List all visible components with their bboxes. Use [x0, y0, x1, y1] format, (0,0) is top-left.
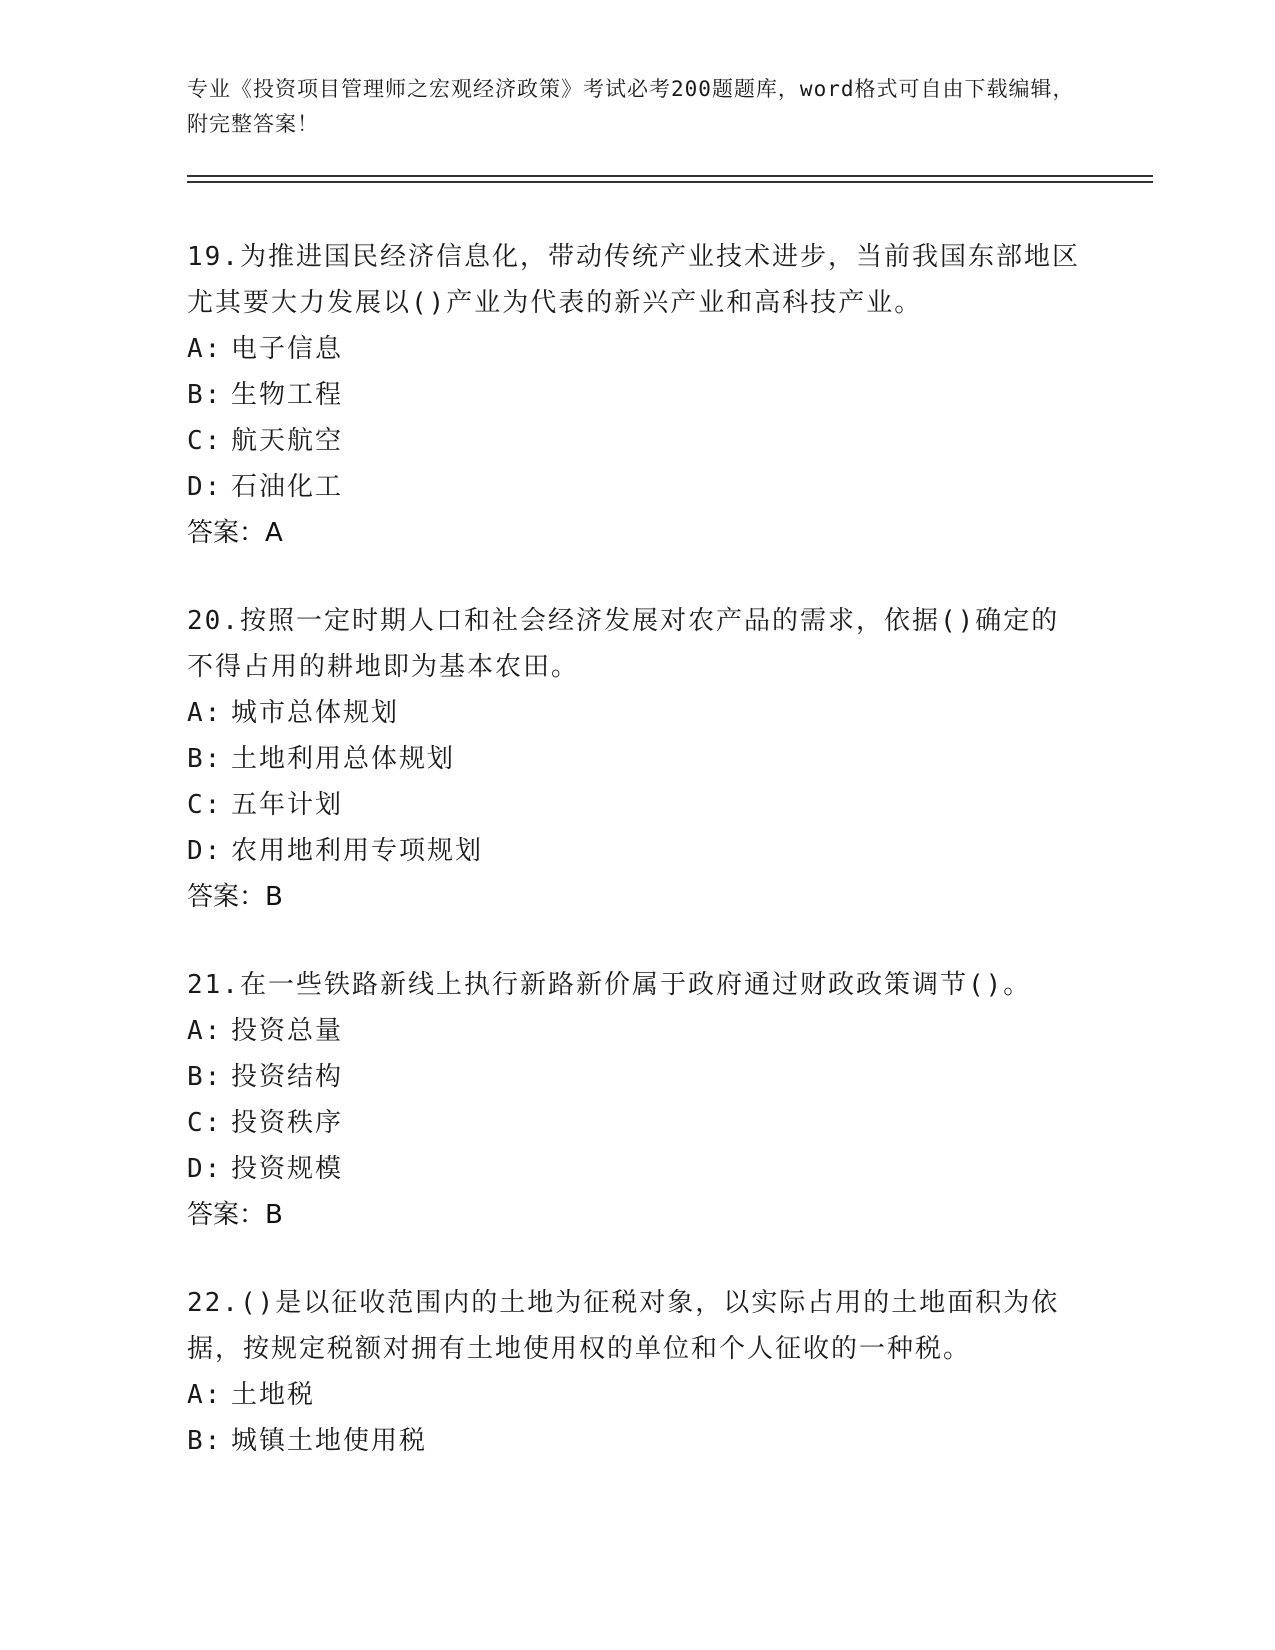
option-key: D:: [187, 836, 223, 866]
answer-line: 答案：B: [187, 1200, 283, 1230]
option-text: 投资秩序: [231, 1108, 344, 1138]
option-key: A:: [187, 1380, 223, 1410]
option-key: C:: [187, 426, 223, 456]
option-text: 石油化工: [231, 472, 344, 502]
option-c: [187, 1100, 1087, 1146]
question-stem: 19.为推进国民经济信息化，带动传统产业技术进步，当前我国东部地区尤其要大力发展以()产业为代表的新兴产业和高科技产业。: [187, 242, 1080, 318]
option-text: 投资结构: [231, 1062, 344, 1092]
option-text: 土地利用总体规划: [231, 744, 456, 774]
option-a: [187, 690, 1087, 736]
option-key: A:: [187, 334, 223, 364]
option-b: [187, 1054, 1087, 1100]
option-text: 土地税: [231, 1380, 316, 1410]
answer-line: 答案：B: [187, 882, 283, 912]
option-text: 农用地利用专项规划: [231, 836, 484, 866]
option-d: [187, 1146, 1087, 1192]
option-text: 投资总量: [231, 1016, 344, 1046]
option-key: B:: [187, 744, 223, 774]
option-key: B:: [187, 1426, 223, 1456]
answer-line: 答案：A: [187, 518, 283, 548]
header-divider-bottom: [187, 181, 1153, 183]
option-key: B:: [187, 380, 223, 410]
option-c: [187, 782, 1087, 828]
option-a: [187, 326, 1087, 372]
option-text: 城镇土地使用税: [231, 1426, 428, 1456]
option-key: A:: [187, 1016, 223, 1046]
option-text: 电子信息: [231, 334, 344, 364]
option-text: 投资规模: [231, 1154, 344, 1184]
option-b: [187, 372, 1087, 418]
option-d: [187, 828, 1087, 874]
option-d: [187, 464, 1087, 510]
header-divider-top: [187, 175, 1153, 177]
option-text: 五年计划: [231, 790, 344, 820]
option-text: 城市总体规划: [231, 698, 400, 728]
question-stem: 20.按照一定时期人口和社会经济发展对农产品的需求，依据()确定的不得占用的耕地即为基本农田。: [187, 606, 1060, 682]
question-22: [187, 1280, 1087, 1464]
question-stem: 21.在一些铁路新线上执行新路新价属于政府通过财政政策调节()。: [187, 970, 1032, 1000]
question-19: [187, 234, 1087, 556]
option-key: D:: [187, 472, 223, 502]
option-text: 生物工程: [231, 380, 344, 410]
option-b: [187, 1418, 1087, 1464]
question-stem: 22.()是以征收范围内的土地为征税对象，以实际占用的土地面积为依据，按规定税额对拥有土地使用权的单位和个人征收的一种税。: [187, 1288, 1060, 1364]
option-key: C:: [187, 1108, 223, 1138]
option-c: [187, 418, 1087, 464]
option-key: B:: [187, 1062, 223, 1092]
document-header: 专业《投资项目管理师之宏观经济政策》考试必考200题题库，word格式可自由下载编辑，附完整答案！: [187, 77, 1075, 136]
option-text: 航天航空: [231, 426, 344, 456]
option-a: [187, 1008, 1087, 1054]
option-key: D:: [187, 1154, 223, 1184]
question-20: [187, 598, 1087, 920]
option-a: [187, 1372, 1087, 1418]
option-b: [187, 736, 1087, 782]
option-key: A:: [187, 698, 223, 728]
question-21: [187, 962, 1087, 1238]
option-key: C:: [187, 790, 223, 820]
